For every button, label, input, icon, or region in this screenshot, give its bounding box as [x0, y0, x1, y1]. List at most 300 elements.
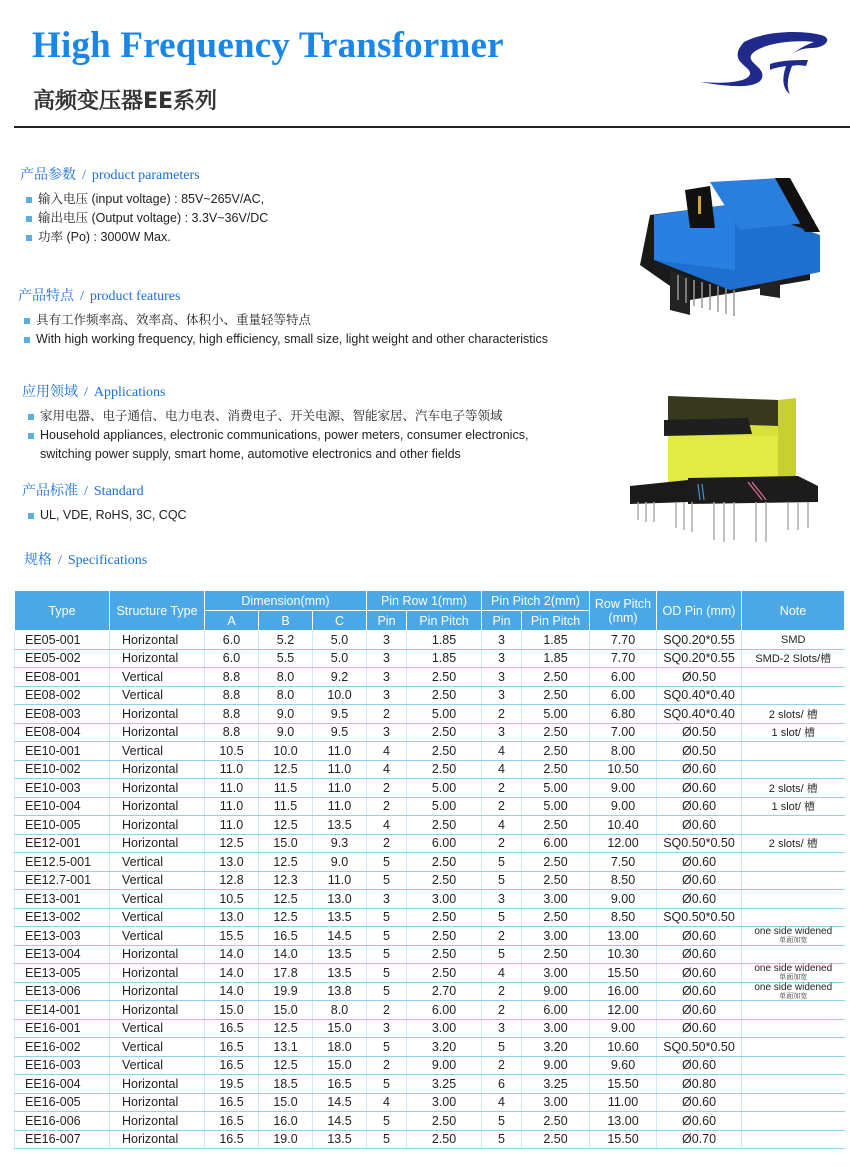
cell-row-pitch: 9.00	[590, 890, 657, 909]
column-header-od-pin: OD Pin (mm)	[657, 591, 742, 631]
cell-pin-row2-pin: 2	[482, 705, 522, 724]
cell-pin-row1-pin: 2	[367, 797, 407, 816]
cell-pin-row2-pin: 3	[482, 686, 522, 705]
cell-pin-row1-pin: 3	[367, 1019, 407, 1038]
st-logo-icon	[696, 22, 836, 100]
cell-note: 1 slot/ 槽	[742, 723, 845, 742]
cell-dim-a: 6.0	[205, 631, 259, 650]
cell-pin-row2-pitch: 3.25	[522, 1075, 590, 1094]
cell-dim-c: 13.5	[313, 908, 367, 927]
cell-note	[742, 668, 845, 687]
cell-od-pin: Ø0.60	[657, 797, 742, 816]
cell-pin-row2-pin: 2	[482, 927, 522, 946]
cell-structure: Horizontal	[110, 705, 205, 724]
cell-od-pin: SQ0.40*0.40	[657, 705, 742, 724]
cell-note: SMD-2 Slots/槽	[742, 649, 845, 668]
cell-structure: Vertical	[110, 686, 205, 705]
cell-note	[742, 686, 845, 705]
cell-pin-row1-pin: 2	[367, 779, 407, 798]
cell-dim-c: 14.5	[313, 1093, 367, 1112]
cell-pin-row2-pin: 4	[482, 1093, 522, 1112]
cell-row-pitch: 6.00	[590, 686, 657, 705]
cell-dim-a: 16.5	[205, 1130, 259, 1149]
cell-pin-row2-pin: 4	[482, 760, 522, 779]
cell-pin-row2-pin: 5	[482, 908, 522, 927]
cell-pin-row1-pitch: 2.50	[407, 927, 482, 946]
cell-dim-b: 9.0	[259, 723, 313, 742]
cell-structure: Horizontal	[110, 760, 205, 779]
cell-dim-c: 11.0	[313, 871, 367, 890]
cell-structure: Horizontal	[110, 816, 205, 835]
cell-pin-row1-pin: 3	[367, 686, 407, 705]
cell-pin-row1-pin: 5	[367, 871, 407, 890]
cell-pin-row2-pin: 5	[482, 1112, 522, 1131]
section-title-cn: 产品特点	[18, 289, 74, 304]
cell-row-pitch: 13.00	[590, 1112, 657, 1131]
cell-pin-row2-pitch: 6.00	[522, 1001, 590, 1020]
cell-dim-b: 12.5	[259, 1019, 313, 1038]
cell-pin-row2-pitch: 1.85	[522, 631, 590, 650]
cell-note: SMD	[742, 631, 845, 650]
cell-od-pin: Ø0.50	[657, 668, 742, 687]
cell-structure: Vertical	[110, 1056, 205, 1075]
cell-dim-c: 13.8	[313, 982, 367, 1001]
cell-dim-c: 11.0	[313, 779, 367, 798]
cell-pin-row2-pitch: 3.00	[522, 927, 590, 946]
cell-od-pin: Ø0.60	[657, 816, 742, 835]
table-row	[15, 853, 845, 872]
cell-structure: Horizontal	[110, 779, 205, 798]
yellow-transformer-photo	[628, 390, 828, 550]
cell-pin-row2-pitch: 9.00	[522, 1056, 590, 1075]
cell-dim-a: 10.5	[205, 742, 259, 761]
cell-dim-b: 8.0	[259, 668, 313, 687]
table-body	[15, 631, 845, 1149]
cell-structure: Horizontal	[110, 797, 205, 816]
table-row	[15, 649, 845, 668]
cell-dim-b: 15.0	[259, 834, 313, 853]
cell-dim-b: 15.0	[259, 1001, 313, 1020]
section-title	[24, 549, 147, 569]
cell-dim-b: 12.5	[259, 890, 313, 909]
cell-dim-b: 12.5	[259, 760, 313, 779]
cell-od-pin: Ø0.60	[657, 890, 742, 909]
cell-od-pin: Ø0.60	[657, 1019, 742, 1038]
cell-pin-row1-pitch: 5.00	[407, 779, 482, 798]
cell-dim-c: 15.0	[313, 1056, 367, 1075]
list-item-continued: switching power supply, smart home, automotive electronics and other fields	[40, 447, 461, 461]
cell-dim-c: 15.0	[313, 1019, 367, 1038]
cell-note: 2 slots/ 槽	[742, 834, 845, 853]
cell-structure: Vertical	[110, 890, 205, 909]
blue-transformer-photo	[630, 160, 830, 330]
cell-dim-a: 19.5	[205, 1075, 259, 1094]
cell-type: EE16-003	[15, 1056, 110, 1075]
table-row	[15, 890, 845, 909]
cell-pin-row2-pin: 4	[482, 816, 522, 835]
cell-note	[742, 927, 845, 946]
cell-type: EE08-001	[15, 668, 110, 687]
cell-row-pitch: 10.50	[590, 760, 657, 779]
cell-structure: Horizontal	[110, 631, 205, 650]
section-title	[22, 480, 187, 500]
cell-pin-row1-pitch: 2.50	[407, 668, 482, 687]
cell-dim-a: 11.0	[205, 816, 259, 835]
section-title-cn: 应用领域	[22, 385, 78, 400]
table-row	[15, 1019, 845, 1038]
cell-row-pitch: 12.00	[590, 1001, 657, 1020]
cell-type: EE16-005	[15, 1093, 110, 1112]
cell-pin-row2-pitch: 2.50	[522, 816, 590, 835]
cell-row-pitch: 9.00	[590, 1019, 657, 1038]
section-title-en: product parameters	[91, 168, 200, 183]
cell-pin-row2-pin: 3	[482, 1019, 522, 1038]
cell-od-pin: Ø0.60	[657, 779, 742, 798]
cell-note	[742, 1112, 845, 1131]
cell-dim-b: 12.5	[259, 1056, 313, 1075]
cell-dim-c: 14.5	[313, 1112, 367, 1131]
cell-structure: Vertical	[110, 668, 205, 687]
cell-pin-row2-pitch: 2.50	[522, 853, 590, 872]
cell-pin-row1-pin: 3	[367, 890, 407, 909]
cell-pin-row2-pitch: 3.00	[522, 1093, 590, 1112]
cell-dim-b: 8.0	[259, 686, 313, 705]
cell-pin-row1-pitch: 2.50	[407, 945, 482, 964]
column-header-pin: Pin	[482, 611, 522, 631]
cell-dim-b: 12.5	[259, 853, 313, 872]
cell-structure: Vertical	[110, 927, 205, 946]
cell-type: EE13-005	[15, 964, 110, 983]
cell-pin-row1-pin: 5	[367, 945, 407, 964]
cell-dim-c: 9.5	[313, 705, 367, 724]
cell-pin-row2-pitch: 2.50	[522, 945, 590, 964]
cell-od-pin: SQ0.20*0.55	[657, 631, 742, 650]
section-specifications	[24, 549, 147, 575]
cell-pin-row1-pitch: 2.50	[407, 760, 482, 779]
cell-pin-row1-pitch: 2.50	[407, 1112, 482, 1131]
cell-note	[742, 1075, 845, 1094]
column-header-pin-row1: Pin Row 1(mm)	[367, 591, 482, 611]
cell-pin-row2-pitch: 2.50	[522, 668, 590, 687]
cell-dim-a: 16.5	[205, 1112, 259, 1131]
cell-pin-row1-pin: 5	[367, 927, 407, 946]
page-subtitle: 高频变压器EE系列	[33, 89, 218, 114]
cell-dim-b: 9.0	[259, 705, 313, 724]
cell-structure: Horizontal	[110, 649, 205, 668]
cell-dim-b: 5.2	[259, 631, 313, 650]
note-cn: 单面加宽	[779, 937, 808, 945]
cell-row-pitch: 7.50	[590, 853, 657, 872]
cell-structure: Vertical	[110, 871, 205, 890]
cell-dim-a: 14.0	[205, 964, 259, 983]
list-item: Household appliances, electronic communications, power meters, consumer electronics,	[22, 426, 528, 445]
cell-row-pitch: 16.00	[590, 982, 657, 1001]
cell-pin-row1-pin: 4	[367, 742, 407, 761]
cell-pin-row2-pitch: 2.50	[522, 908, 590, 927]
page-title: High Frequency Transformer	[32, 25, 504, 66]
cell-pin-row2-pin: 2	[482, 982, 522, 1001]
section-title-en: Standard	[93, 484, 144, 499]
cell-note	[742, 853, 845, 872]
note-cn: 单面加宽	[779, 974, 808, 982]
section-title-en: Specifications	[67, 553, 148, 568]
cell-note	[742, 982, 845, 1001]
cell-structure: Horizontal	[110, 1075, 205, 1094]
cell-pin-row2-pin: 3	[482, 631, 522, 650]
cell-type: EE08-003	[15, 705, 110, 724]
list-item: 输入电压 (input voltage) : 85V~265V/AC,	[20, 190, 268, 209]
cell-od-pin: Ø0.60	[657, 760, 742, 779]
cell-pin-row1-pitch: 2.50	[407, 853, 482, 872]
cell-pin-row2-pin: 2	[482, 779, 522, 798]
cell-pin-row1-pitch: 2.50	[407, 908, 482, 927]
cell-pin-row2-pitch: 2.50	[522, 1130, 590, 1149]
cell-pin-row2-pin: 5	[482, 945, 522, 964]
cell-pin-row2-pitch: 2.50	[522, 723, 590, 742]
cell-dim-a: 14.0	[205, 982, 259, 1001]
cell-dim-a: 10.5	[205, 890, 259, 909]
column-header-dimension: Dimension(mm)	[205, 591, 367, 611]
cell-od-pin: SQ0.50*0.50	[657, 1038, 742, 1057]
section-title-sep: /	[80, 289, 84, 304]
cell-od-pin: Ø0.60	[657, 964, 742, 983]
cell-pin-row2-pin: 2	[482, 797, 522, 816]
cell-type: EE16-007	[15, 1130, 110, 1149]
cell-pin-row2-pitch: 2.50	[522, 686, 590, 705]
table-row	[15, 816, 845, 835]
cell-pin-row1-pitch: 3.20	[407, 1038, 482, 1057]
table-row	[15, 1093, 845, 1112]
cell-pin-row1-pin: 2	[367, 705, 407, 724]
cell-dim-a: 6.0	[205, 649, 259, 668]
cell-dim-b: 10.0	[259, 742, 313, 761]
cell-dim-c: 11.0	[313, 797, 367, 816]
cell-dim-c: 13.0	[313, 890, 367, 909]
cell-type: EE16-006	[15, 1112, 110, 1131]
cell-pin-row2-pitch: 5.00	[522, 797, 590, 816]
cell-pin-row2-pitch: 2.50	[522, 1112, 590, 1131]
cell-row-pitch: 9.60	[590, 1056, 657, 1075]
cell-row-pitch: 10.40	[590, 816, 657, 835]
cell-dim-c: 5.0	[313, 631, 367, 650]
cell-row-pitch: 8.50	[590, 871, 657, 890]
cell-structure: Vertical	[110, 908, 205, 927]
cell-dim-c: 13.5	[313, 1130, 367, 1149]
cell-dim-a: 15.0	[205, 1001, 259, 1020]
cell-od-pin: Ø0.50	[657, 742, 742, 761]
cell-pin-row1-pitch: 2.50	[407, 816, 482, 835]
cell-dim-a: 13.0	[205, 853, 259, 872]
cell-note: 2 slots/ 槽	[742, 705, 845, 724]
cell-note: 2 slots/ 槽	[742, 779, 845, 798]
column-header-row-pitch: Row Pitch (mm)	[590, 591, 657, 631]
cell-structure: Horizontal	[110, 1112, 205, 1131]
cell-type: EE13-001	[15, 890, 110, 909]
cell-od-pin: Ø0.70	[657, 1130, 742, 1149]
section-title	[22, 381, 528, 401]
cell-row-pitch: 8.50	[590, 908, 657, 927]
cell-row-pitch: 10.30	[590, 945, 657, 964]
cell-pin-row1-pin: 3	[367, 668, 407, 687]
cell-pin-row2-pitch: 3.00	[522, 890, 590, 909]
column-header-type: Type	[15, 591, 110, 631]
section-title-cn: 规格	[24, 553, 52, 568]
column-header-pin-pitch: Pin Pitch	[522, 611, 590, 631]
section-parameters	[20, 164, 268, 247]
cell-dim-a: 8.8	[205, 668, 259, 687]
list-item: 功率 (Po) : 3000W Max.	[20, 228, 268, 247]
cell-type: EE16-001	[15, 1019, 110, 1038]
cell-structure: Horizontal	[110, 982, 205, 1001]
section-title-sep: /	[84, 484, 88, 499]
cell-pin-row1-pin: 5	[367, 853, 407, 872]
column-header-structure: Structure Type	[110, 591, 205, 631]
cell-dim-c: 13.5	[313, 945, 367, 964]
cell-od-pin: Ø0.60	[657, 1056, 742, 1075]
cell-pin-row1-pin: 5	[367, 1075, 407, 1094]
cell-row-pitch: 10.60	[590, 1038, 657, 1057]
cell-od-pin: Ø0.80	[657, 1075, 742, 1094]
cell-dim-b: 18.5	[259, 1075, 313, 1094]
cell-pin-row1-pitch: 9.00	[407, 1056, 482, 1075]
cell-row-pitch: 15.50	[590, 964, 657, 983]
cell-type: EE13-003	[15, 927, 110, 946]
note-en: one side widened	[754, 926, 833, 938]
cell-pin-row2-pitch: 1.85	[522, 649, 590, 668]
cell-note	[742, 1130, 845, 1149]
cell-structure: Vertical	[110, 1019, 205, 1038]
cell-pin-row1-pitch: 2.50	[407, 686, 482, 705]
column-header-pin: Pin	[367, 611, 407, 631]
section-title	[20, 164, 268, 184]
column-header-a: A	[205, 611, 259, 631]
cell-dim-b: 16.5	[259, 927, 313, 946]
table-row	[15, 1001, 845, 1020]
cell-dim-b: 12.3	[259, 871, 313, 890]
cell-pin-row1-pitch: 3.00	[407, 890, 482, 909]
cell-dim-a: 11.0	[205, 779, 259, 798]
cell-row-pitch: 7.00	[590, 723, 657, 742]
cell-row-pitch: 6.80	[590, 705, 657, 724]
cell-dim-a: 16.5	[205, 1038, 259, 1057]
cell-pin-row1-pitch: 3.25	[407, 1075, 482, 1094]
section-title-sep: /	[58, 553, 62, 568]
cell-pin-row1-pin: 2	[367, 1001, 407, 1020]
cell-structure: Horizontal	[110, 945, 205, 964]
cell-pin-row2-pitch: 9.00	[522, 982, 590, 1001]
cell-type: EE16-002	[15, 1038, 110, 1057]
cell-pin-row1-pitch: 2.50	[407, 742, 482, 761]
cell-dim-b: 11.5	[259, 797, 313, 816]
cell-pin-row2-pitch: 3.00	[522, 964, 590, 983]
cell-od-pin: Ø0.50	[657, 723, 742, 742]
cell-dim-b: 12.5	[259, 908, 313, 927]
cell-dim-a: 12.5	[205, 834, 259, 853]
cell-note	[742, 871, 845, 890]
table-row	[15, 631, 845, 650]
cell-pin-row1-pitch: 2.70	[407, 982, 482, 1001]
cell-dim-c: 11.0	[313, 742, 367, 761]
cell-pin-row1-pin: 3	[367, 649, 407, 668]
cell-pin-row1-pitch: 2.50	[407, 871, 482, 890]
cell-pin-row2-pitch: 2.50	[522, 871, 590, 890]
cell-dim-a: 15.5	[205, 927, 259, 946]
specifications-table	[14, 590, 845, 1149]
cell-note	[742, 742, 845, 761]
cell-od-pin: Ø0.60	[657, 871, 742, 890]
cell-dim-b: 13.1	[259, 1038, 313, 1057]
cell-od-pin: Ø0.60	[657, 1093, 742, 1112]
cell-type: EE12.7-001	[15, 871, 110, 890]
cell-pin-row2-pin: 3	[482, 668, 522, 687]
cell-dim-c: 9.2	[313, 668, 367, 687]
table-row	[15, 982, 845, 1001]
cell-type: EE13-002	[15, 908, 110, 927]
cell-pin-row2-pitch: 6.00	[522, 834, 590, 853]
list-item: 输出电压 (Output voltage) : 3.3V~36V/DC	[20, 209, 268, 228]
note-en: one side widened	[754, 963, 833, 975]
cell-pin-row2-pin: 2	[482, 1056, 522, 1075]
table-row	[15, 1075, 845, 1094]
cell-pin-row1-pitch: 2.50	[407, 723, 482, 742]
table-row	[15, 871, 845, 890]
cell-pin-row2-pin: 3	[482, 649, 522, 668]
cell-pin-row2-pin: 5	[482, 1038, 522, 1057]
cell-pin-row2-pin: 3	[482, 890, 522, 909]
cell-dim-b: 14.0	[259, 945, 313, 964]
cell-type: EE12-001	[15, 834, 110, 853]
cell-od-pin: SQ0.40*0.40	[657, 686, 742, 705]
cell-structure: Horizontal	[110, 723, 205, 742]
cell-type: EE05-002	[15, 649, 110, 668]
section-applications	[22, 381, 528, 464]
cell-dim-c: 16.5	[313, 1075, 367, 1094]
cell-note	[742, 1001, 845, 1020]
cell-dim-b: 5.5	[259, 649, 313, 668]
cell-dim-b: 19.9	[259, 982, 313, 1001]
table-row	[15, 1130, 845, 1149]
cell-pin-row1-pin: 3	[367, 723, 407, 742]
section-standard	[22, 480, 187, 525]
cell-dim-a: 14.0	[205, 945, 259, 964]
cell-dim-a: 11.0	[205, 760, 259, 779]
cell-row-pitch: 11.00	[590, 1093, 657, 1112]
section-title-cn: 产品参数	[20, 168, 76, 183]
section-title-en: Applications	[93, 385, 166, 400]
cell-od-pin: Ø0.60	[657, 1112, 742, 1131]
cell-od-pin: Ø0.60	[657, 945, 742, 964]
cell-pin-row1-pitch: 5.00	[407, 705, 482, 724]
list-item: UL, VDE, RoHS, 3C, CQC	[22, 506, 187, 525]
cell-note	[742, 1038, 845, 1057]
cell-row-pitch: 6.00	[590, 668, 657, 687]
cell-od-pin: Ø0.60	[657, 927, 742, 946]
cell-structure: Horizontal	[110, 1130, 205, 1149]
cell-pin-row1-pitch: 2.50	[407, 964, 482, 983]
cell-dim-c: 18.0	[313, 1038, 367, 1057]
table-row	[15, 668, 845, 687]
cell-pin-row1-pin: 5	[367, 1130, 407, 1149]
list-item: 具有工作频率高、效率高、体积小、重量轻等特点	[18, 311, 548, 330]
cell-type: EE10-001	[15, 742, 110, 761]
cell-pin-row1-pitch: 5.00	[407, 797, 482, 816]
cell-dim-c: 13.5	[313, 964, 367, 983]
cell-od-pin: Ø0.60	[657, 1001, 742, 1020]
cell-type: EE12.5-001	[15, 853, 110, 872]
table-row	[15, 1038, 845, 1057]
cell-dim-a: 16.5	[205, 1093, 259, 1112]
cell-row-pitch: 12.00	[590, 834, 657, 853]
